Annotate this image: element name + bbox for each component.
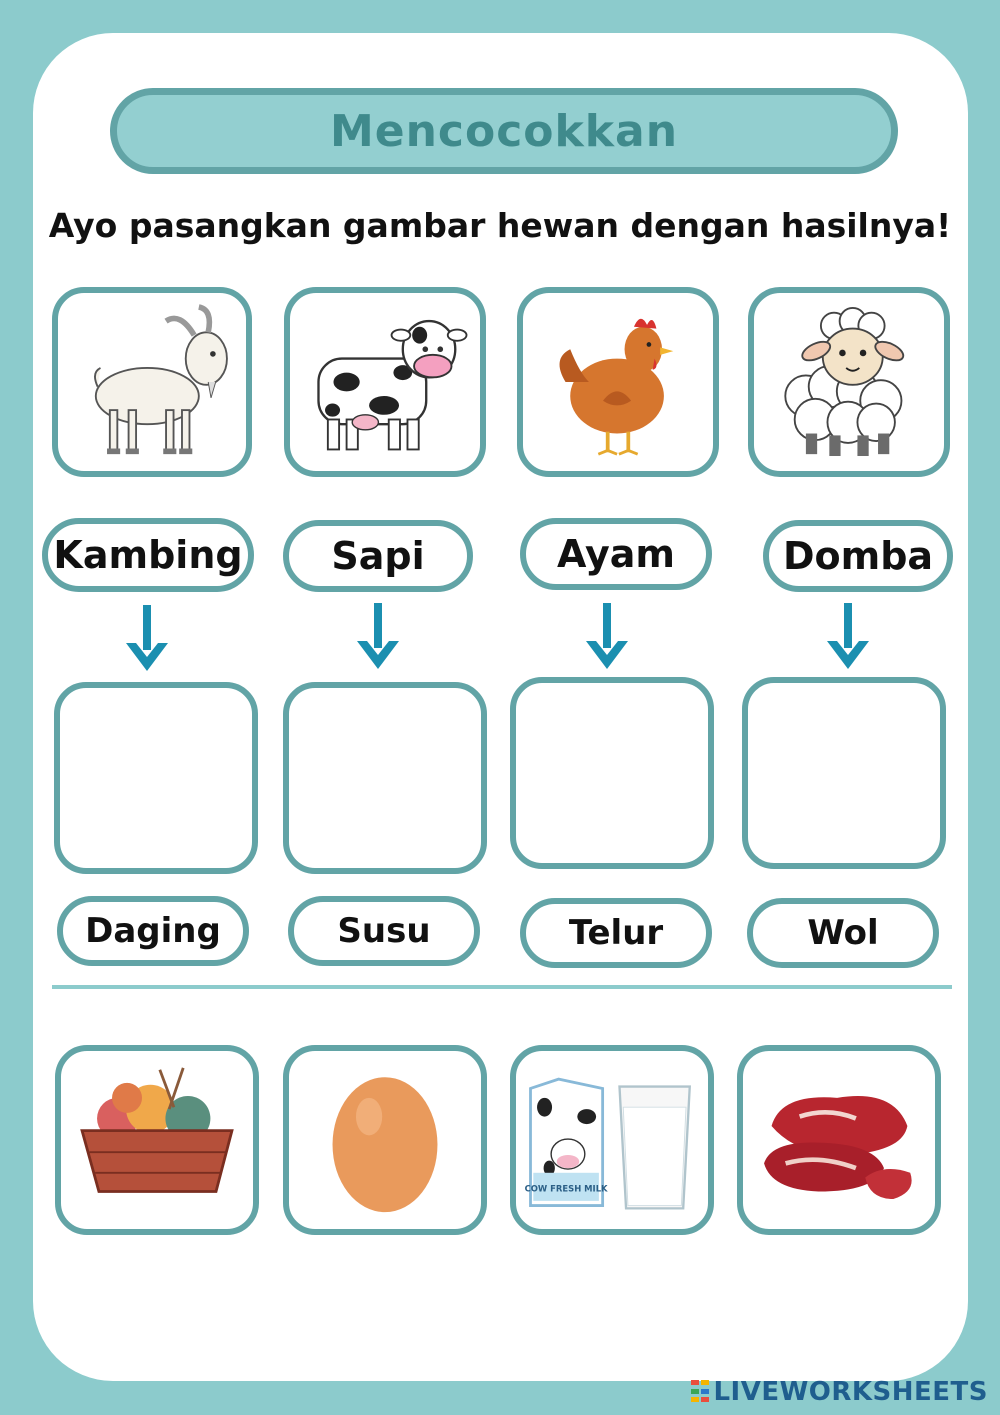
- animal-image-box-sheep: [748, 287, 950, 477]
- sheep-image: [754, 293, 944, 471]
- animal-label-text: Ayam: [556, 532, 676, 576]
- choice-card-yarn[interactable]: [55, 1045, 259, 1235]
- chicken-image: [523, 293, 713, 471]
- egg-image: [289, 1051, 481, 1229]
- yarn-basket-image: [61, 1051, 253, 1229]
- answer-drop-box-1[interactable]: [54, 682, 258, 874]
- animal-image-box-cow: [284, 287, 486, 477]
- answer-drop-box-4[interactable]: [742, 677, 946, 869]
- product-label-wol: [747, 898, 939, 968]
- animal-label-text: Sapi: [331, 534, 425, 578]
- animal-image-box-chicken: [517, 287, 719, 477]
- title-banner: [110, 88, 898, 174]
- product-label-susu: [288, 896, 480, 966]
- arrow-down-icon: [825, 603, 871, 673]
- instruction-text: Ayo pasangkan gambar hewan dengan hasilnya!: [48, 206, 952, 245]
- animal-label-domba: [763, 520, 953, 592]
- product-label-text: Daging: [85, 911, 221, 951]
- animal-label-text: Domba: [782, 534, 934, 578]
- animal-label-sapi: [283, 520, 473, 592]
- page-title: Mencocokkan: [329, 105, 679, 157]
- carton-text: COW FRESH MILK: [524, 1183, 608, 1194]
- product-label-daging: [57, 896, 249, 966]
- product-label-text: Susu: [337, 911, 431, 951]
- product-label-text: Wol: [807, 913, 879, 953]
- liveworksheets-logo-icon: [691, 1380, 709, 1404]
- choice-card-milk[interactable]: [510, 1045, 714, 1235]
- answer-drop-box-2[interactable]: [283, 682, 487, 874]
- animal-label-text: Kambing: [53, 533, 243, 577]
- milk-carton-glass-image: [516, 1051, 708, 1229]
- raw-meat-image: [743, 1051, 935, 1229]
- choice-card-meat[interactable]: [737, 1045, 941, 1235]
- animal-image-box-goat: [52, 287, 252, 477]
- choice-card-egg[interactable]: [283, 1045, 487, 1235]
- liveworksheets-logo: [691, 1377, 988, 1407]
- cow-image: [290, 293, 480, 471]
- brand-text: LIVEWORKSHEETS: [713, 1377, 988, 1407]
- arrow-down-icon: [124, 605, 170, 675]
- product-label-text: Telur: [568, 913, 664, 953]
- answer-drop-box-3[interactable]: [510, 677, 714, 869]
- animal-label-ayam: [520, 518, 712, 590]
- section-divider: [52, 985, 952, 989]
- arrow-down-icon: [584, 603, 630, 673]
- arrow-down-icon: [355, 603, 401, 673]
- goat-image: [58, 293, 246, 471]
- product-label-telur: [520, 898, 712, 968]
- animal-label-kambing: [42, 518, 254, 592]
